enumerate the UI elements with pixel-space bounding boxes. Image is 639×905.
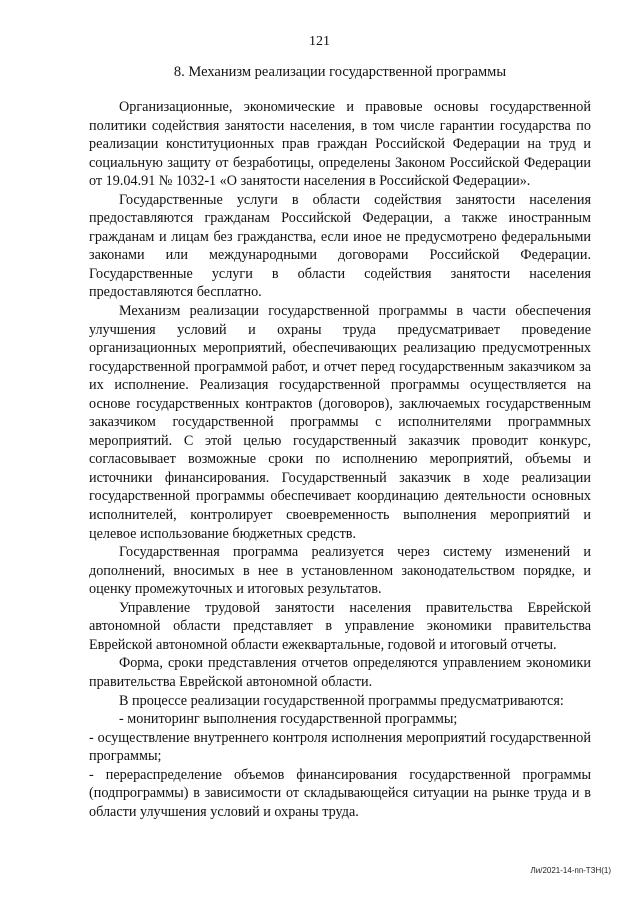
paragraph: Управление трудовой занятости населения правительства Еврейской автономной области представляет в управление экономики правительства Еврейской автономной области ежеквартальные, годовой и итоговый отчеты. — [89, 599, 591, 653]
paragraph: Государственная программа реализуется через систему изменений и дополнений, вносимых в нее в установленном законодательством порядке, и оценку промежуточных и итоговых результатов. — [89, 544, 591, 598]
list-item: - мониторинг выполнения государственной программы; — [119, 711, 458, 728]
paragraph: В процессе реализации государственной программы предусматриваются: — [119, 692, 564, 709]
section-title: 8. Механизм реализации государственной программы — [173, 64, 507, 80]
document-code: Ли/2021-14-пп-ТЗН(1) — [530, 866, 611, 875]
paragraph: Форма, сроки представления отчетов определяются управлением экономики правительства Еврейской автономной области. — [89, 655, 591, 690]
page-number: 121 — [309, 34, 330, 49]
paragraph: Организационные, экономические и правовые основы государственной политики содействия занятости населения, в том числе гарантии государства по реализации конституционных прав граждан Российской Федерации на труд и социальную защиту от безработицы, определены Законом Российской Федерации от 19.04.91 № 1032-1 «О занятости населения в Российской Федерации». — [89, 99, 591, 190]
list-item: - осуществление внутреннего контроля исполнения мероприятий государственной программы; — [89, 729, 591, 765]
paragraph: Механизм реализации государственной программы в части обеспечения улучшения условий и охраны труда предусматривает проведение организационных мероприятий, обеспечивающих реализацию предусмотренных государственной программой работ, и отчет перед государственным заказчиком за их исполнение. Реализация государственной программы осуществляется на основе государственных контрактов (договоров), заключаемых государственным заказчиком государственной программы с исполнителями программных мероприятий. С этой целью государственный заказчик проводит конкурс, согласовывает возможные сроки по исполнению мероприятий, объемы и источники финансирования. Государственный заказчик в ходе реализации государственной программы обеспечивает координацию деятельности основных исполнителей, контролирует своевременность выполнения мероприятий и целевое использование бюджетных средств. — [89, 303, 591, 542]
body-text — [89, 98, 591, 821]
paragraph: Государственные услуги в области содействия занятости населения предоставляются гражданам Российской Федерации, а также иностранным гражданам и лицам без гражданства, если иное не предусмотрено федеральными законами или международными договорами Российской Федерации. Государственные услуги в области содействия занятости населения предоставляются бесплатно. — [89, 191, 591, 301]
list-item: - перераспределение объемов финансирования государственной программы (подпрограммы) в зависимости от складывающейся ситуации на рынке труда и в области улучшения условий и охраны труда. — [89, 766, 591, 820]
